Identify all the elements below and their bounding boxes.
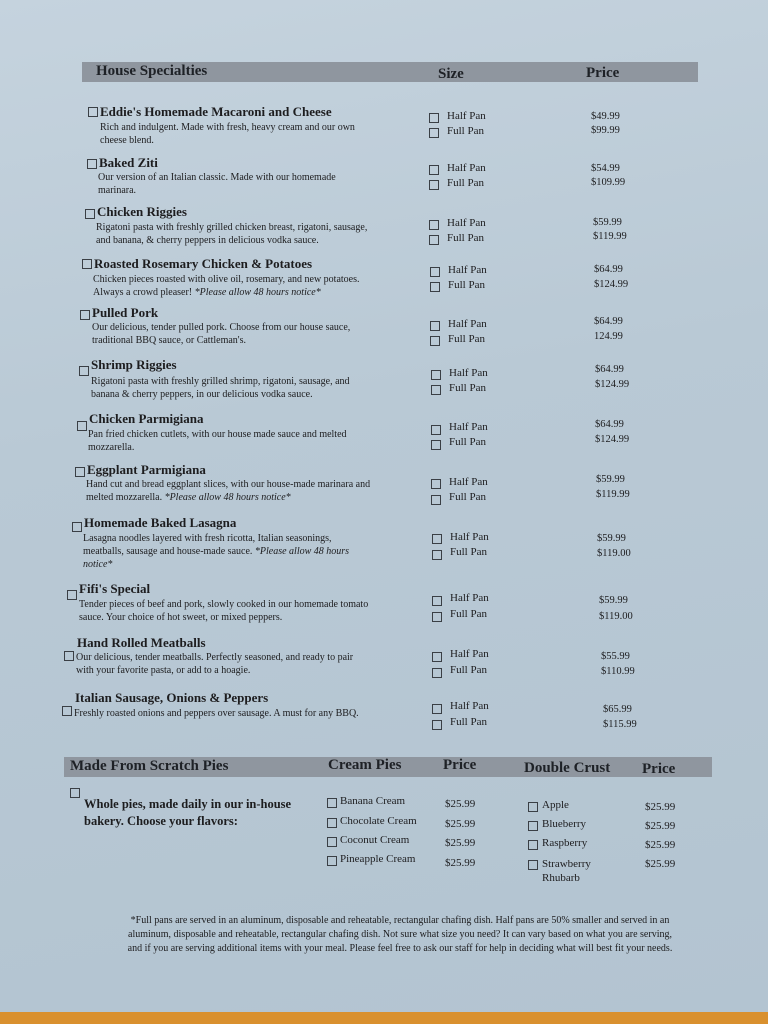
item-title: Baked Ziti — [99, 155, 158, 170]
item-checkbox[interactable] — [85, 209, 95, 219]
full-pan-label: Full Pan — [450, 546, 487, 558]
double-crust-header: Double Crust — [524, 760, 611, 776]
double-crust-name: Blueberry — [542, 818, 586, 830]
cream-pie-name: Coconut Cream — [340, 834, 410, 846]
half-pan-checkbox[interactable] — [432, 652, 442, 662]
background-surface — [0, 1012, 768, 1024]
item-description: Freshly roasted onions and peppers over sausage. A must for any BBQ. — [74, 708, 359, 719]
half-pan-checkbox[interactable] — [431, 425, 441, 435]
cream-pie-price: $25.99 — [445, 857, 476, 869]
double-crust-name: Apple — [542, 799, 569, 811]
half-pan-checkbox[interactable] — [432, 704, 442, 714]
item-description: Hand cut and bread eggplant slices, with our house-made marinara and melted mozzarella. *Please allow 48 hours notice* — [86, 479, 371, 503]
item-title: Roasted Rosemary Chicken & Potatoes — [94, 256, 313, 271]
half-pan-checkbox[interactable] — [430, 267, 440, 277]
full-pan-price: $109.99 — [591, 177, 626, 188]
item-checkbox[interactable] — [72, 522, 82, 532]
half-pan-price: $59.99 — [593, 217, 622, 228]
double-crust-price: $25.99 — [645, 839, 676, 851]
half-pan-price: $59.99 — [596, 474, 625, 485]
strawberry-rhubarb-checkbox[interactable] — [528, 860, 538, 870]
item-title: Chicken Riggies — [97, 204, 187, 219]
half-pan-checkbox[interactable] — [432, 534, 442, 544]
coconut-cream-checkbox[interactable] — [327, 837, 337, 847]
half-pan-checkbox[interactable] — [429, 113, 439, 123]
full-pan-price: $115.99 — [603, 719, 637, 730]
cream-pies-header: Cream Pies — [328, 757, 402, 773]
full-pan-label: Full Pan — [449, 382, 486, 394]
cream-price-header: Price — [443, 757, 477, 773]
full-pan-price: $124.99 — [595, 379, 630, 390]
double-crust-name: Strawberry Rhubarb — [542, 858, 591, 884]
full-pan-checkbox[interactable] — [429, 235, 439, 245]
item-description: Pan fried chicken cutlets, with our house made sauce and melted mozzarella. — [88, 429, 347, 453]
item-checkbox[interactable] — [77, 421, 87, 431]
apple-checkbox[interactable] — [528, 802, 538, 812]
item-checkbox[interactable] — [80, 310, 90, 320]
full-pan-label: Full Pan — [450, 716, 487, 728]
item-title: Eggplant Parmigiana — [87, 462, 206, 477]
half-pan-label: Half Pan — [448, 264, 487, 276]
cream-pie-name: Chocolate Cream — [340, 815, 417, 827]
half-pan-label: Half Pan — [450, 592, 489, 604]
item-title: Chicken Parmigiana — [89, 411, 204, 426]
full-pan-label: Full Pan — [448, 333, 485, 345]
half-pan-checkbox[interactable] — [429, 220, 439, 230]
half-pan-label: Half Pan — [449, 421, 488, 433]
item-checkbox[interactable] — [79, 366, 89, 376]
full-pan-checkbox[interactable] — [431, 385, 441, 395]
half-pan-price: $59.99 — [597, 533, 626, 544]
full-pan-label: Full Pan — [448, 279, 485, 291]
half-pan-label: Half Pan — [447, 217, 486, 229]
half-pan-label: Half Pan — [449, 367, 488, 379]
footnote: *Full pans are served in an aluminum, disposable and reheatable, rectangular chafing dish. Half pans are 50% smaller and served in an aluminum, disposable and reheatable, rectangular chafing dish. Not sure what size you need? It can vary based on what you are serving, and if you are serving additional items with your meal. Please feel free to ask our staff for help in deciding what will best fit your needs. — [127, 915, 673, 954]
pies-intro: Whole pies, made daily in our in-house bakery. Choose your flavors: — [84, 797, 292, 828]
half-pan-price: $55.99 — [601, 651, 630, 662]
cream-pie-name: Banana Cream — [340, 795, 406, 807]
item-description: Rigatoni pasta with freshly grilled shrimp, rigatoni, sausage, and banana & cherry peppers, in our delicious vodka sauce. — [91, 376, 350, 400]
half-pan-label: Half Pan — [450, 700, 489, 712]
half-pan-price: $64.99 — [594, 316, 623, 327]
cream-pie-price: $25.99 — [445, 837, 476, 849]
raspberry-checkbox[interactable] — [528, 840, 538, 850]
full-pan-checkbox[interactable] — [430, 336, 440, 346]
half-pan-price: $59.99 — [599, 595, 628, 606]
full-pan-label: Full Pan — [449, 436, 486, 448]
half-pan-checkbox[interactable] — [430, 321, 440, 331]
item-title: Hand Rolled Meatballs — [77, 635, 206, 650]
full-pan-label: Full Pan — [450, 664, 487, 676]
full-pan-price: 124.99 — [594, 331, 623, 342]
cream-pie-name: Pineapple Cream — [340, 853, 416, 865]
full-pan-price: $119.00 — [599, 611, 633, 622]
full-pan-checkbox[interactable] — [430, 282, 440, 292]
full-pan-checkbox[interactable] — [432, 550, 442, 560]
full-pan-price: $119.99 — [593, 231, 627, 242]
full-pan-price: $119.00 — [597, 548, 631, 559]
full-pan-price: $110.99 — [601, 666, 635, 677]
full-pan-checkbox[interactable] — [429, 180, 439, 190]
half-pan-label: Half Pan — [450, 531, 489, 543]
item-checkbox[interactable] — [82, 259, 92, 269]
half-pan-price: $64.99 — [594, 264, 623, 275]
item-title: Eddie's Homemade Macaroni and Cheese — [100, 104, 332, 119]
full-pan-checkbox[interactable] — [431, 440, 441, 450]
item-title: Fifi's Special — [79, 581, 151, 596]
item-checkbox[interactable] — [75, 467, 85, 477]
cream-pie-price: $25.99 — [445, 798, 476, 810]
item-description: Rich and indulgent. Made with fresh, heavy cream and our own cheese blend. — [100, 122, 355, 146]
double-crust-name: Raspberry — [542, 837, 588, 849]
item-checkbox[interactable] — [87, 159, 97, 169]
cream-pie-price: $25.99 — [445, 818, 476, 830]
item-description: Rigatoni pasta with freshly grilled chicken breast, rigatoni, sausage, and banana, & cherry peppers in delicious vodka sauce. — [96, 222, 368, 246]
item-title: Homemade Baked Lasagna — [84, 515, 237, 530]
chocolate-cream-checkbox[interactable] — [327, 818, 337, 828]
half-pan-label: Half Pan — [447, 162, 486, 174]
half-pan-label: Half Pan — [447, 110, 486, 122]
item-description: Tender pieces of beef and pork, slowly cooked in our homemade tomato sauce. Your choice of hot sweet, or mixed peppers. — [79, 599, 369, 623]
item-title: Shrimp Riggies — [91, 357, 177, 372]
price-column-header: Price — [586, 65, 620, 81]
blueberry-checkbox[interactable] — [528, 821, 538, 831]
full-pan-checkbox[interactable] — [432, 720, 442, 730]
full-pan-checkbox[interactable] — [429, 128, 439, 138]
pineapple-cream-checkbox[interactable] — [327, 856, 337, 866]
item-title: Italian Sausage, Onions & Peppers — [75, 690, 269, 705]
full-pan-price: $124.99 — [594, 279, 629, 290]
double-price-header: Price — [642, 761, 676, 777]
half-pan-label: Half Pan — [448, 318, 487, 330]
item-description: Lasagna noodles layered with fresh ricotta, Italian seasonings, meatballs, sausage and house-made sauce. *Please allow 48 hours notice* — [83, 533, 350, 570]
item-checkbox[interactable] — [62, 706, 72, 716]
half-pan-checkbox[interactable] — [431, 479, 441, 489]
half-pan-checkbox[interactable] — [432, 596, 442, 606]
full-pan-label: Full Pan — [447, 125, 484, 137]
item-description: Our delicious, tender pulled pork. Choose from our house sauce, traditional BBQ sauce, or Cattleman's. — [92, 322, 351, 346]
full-pan-label: Full Pan — [450, 608, 487, 620]
double-crust-price: $25.99 — [645, 820, 676, 832]
banana-cream-checkbox[interactable] — [327, 798, 337, 808]
item-description: Chicken pieces roasted with olive oil, rosemary, and new potatoes. Always a crowd pleaser! *Please allow 48 hours notice* — [93, 274, 360, 298]
pie-checkbox[interactable] — [70, 788, 80, 798]
full-pan-price: $119.99 — [596, 489, 630, 500]
full-pan-price: $124.99 — [595, 434, 630, 445]
item-checkbox[interactable] — [88, 107, 98, 117]
size-column-header: Size — [438, 66, 464, 82]
half-pan-price: $64.99 — [595, 364, 624, 375]
full-pan-price: $99.99 — [591, 125, 620, 136]
full-pan-label: Full Pan — [449, 491, 486, 503]
full-pan-checkbox[interactable] — [432, 668, 442, 678]
double-crust-price: $25.99 — [645, 801, 676, 813]
item-checkbox[interactable] — [64, 651, 74, 661]
half-pan-label: Half Pan — [450, 648, 489, 660]
item-description: Our delicious, tender meatballs. Perfectly seasoned, and ready to pair with your favorite pasta, or add to a hoagie. — [76, 652, 354, 676]
pies-title: Made From Scratch Pies — [70, 758, 229, 774]
half-pan-price: $49.99 — [591, 111, 620, 122]
item-description: Our version of an Italian classic. Made with our homemade marinara. — [98, 172, 336, 196]
half-pan-checkbox[interactable] — [429, 165, 439, 175]
half-pan-price: $54.99 — [591, 163, 620, 174]
house-specialties-title: House Specialties — [96, 63, 208, 79]
full-pan-label: Full Pan — [447, 232, 484, 244]
full-pan-checkbox[interactable] — [431, 495, 441, 505]
half-pan-price: $64.99 — [595, 419, 624, 430]
half-pan-label: Half Pan — [449, 476, 488, 488]
full-pan-label: Full Pan — [447, 177, 484, 189]
full-pan-checkbox[interactable] — [432, 612, 442, 622]
double-crust-price: $25.99 — [645, 858, 676, 870]
half-pan-price: $65.99 — [603, 704, 632, 715]
half-pan-checkbox[interactable] — [431, 370, 441, 380]
item-title: Pulled Pork — [92, 305, 159, 320]
item-checkbox[interactable] — [67, 590, 77, 600]
